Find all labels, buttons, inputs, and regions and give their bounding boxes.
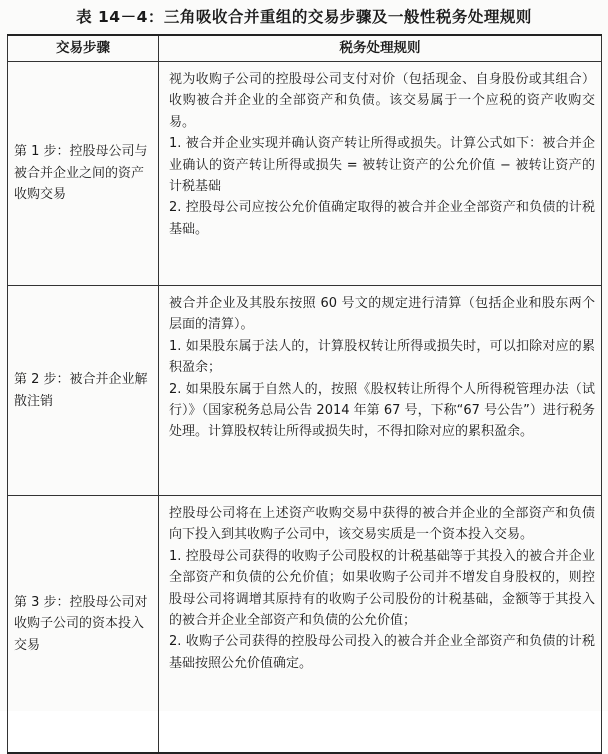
rule-paragraph: 2. 控股母公司应按公允价值确定取得的被合并企业全部资产和负债的计税基础。 xyxy=(169,200,595,237)
rule-paragraph: 1. 被合并企业实现并确认资产转让所得或损失。计算公式如下：被合并企业确认的资产转让所得或损失 = 被转让资产的公允价值 − 被转让资产的计税基础 xyxy=(169,136,595,195)
step-cell: 第 1 步：控股母公司与被合并企业之间的资产收购交易 xyxy=(8,62,159,286)
rule-cell xyxy=(159,286,602,496)
rule-paragraph: 视为收购子公司的控股母公司支付对价（包括现金、自身股份或其组合）收购被合并企业的全部资产和负债。该交易属于一个应税的资产收购交易。 xyxy=(169,72,595,130)
rule-paragraph: 2. 如果股东属于自然人的，按照《股权转让所得个人所得税管理办法（试行）》（国家税务总局公告 2014 年第 67 号，下称“67 号公告”）进行税务处理。计算股权转让所得或损失时，不得扣除对应的累积盈余。 xyxy=(169,381,595,440)
rule-paragraph: 控股母公司将在上述资产收购交易中获得的被合并企业的全部资产和负债向下投入到其收购子公司中，该交易实质是一个资本投入交易。 xyxy=(169,506,595,543)
table-row xyxy=(8,496,602,754)
rule-paragraph: 1. 控股母公司获得的收购子公司股权的计税基础等于其投入的被合并企业全部资产和负债的公允价值；如果收购子公司并不增发自身股权的，则控股母公司将调增其原持有的收购子公司股份的计税基础，金额等于其投入的被合并企业全部资产和负债的公允价值； xyxy=(169,548,595,629)
column-header-rule: 税务处理规则 xyxy=(159,35,602,62)
rule-paragraph: 2. 收购子公司获得的控股母公司投入的被合并企业全部资产和负债的计税基础按照公允价值确定。 xyxy=(169,634,595,671)
rule-cell xyxy=(159,62,602,286)
table-title: 表 14－4：三角吸收合并重组的交易步骤及一般性税务处理规则 xyxy=(76,8,532,26)
table-row xyxy=(8,286,602,496)
table-row xyxy=(8,62,602,286)
rule-cell xyxy=(159,496,602,754)
step-cell: 第 2 步：被合并企业解散注销 xyxy=(8,286,159,496)
rule-paragraph: 1. 如果股东属于法人的，计算股权转让所得或损失时，可以扣除对应的累积盈余； xyxy=(169,338,595,376)
tax-rules-table xyxy=(7,34,602,754)
column-header-step: 交易步骤 xyxy=(8,35,159,62)
table-header-row xyxy=(8,35,602,62)
rule-paragraph: 被合并企业及其股东按照 60 号文的规定进行清算（包括企业和股东两个层面的清算）。 xyxy=(169,296,595,333)
step-cell: 第 3 步：控股母公司对收购子公司的资本投入交易 xyxy=(8,496,159,754)
